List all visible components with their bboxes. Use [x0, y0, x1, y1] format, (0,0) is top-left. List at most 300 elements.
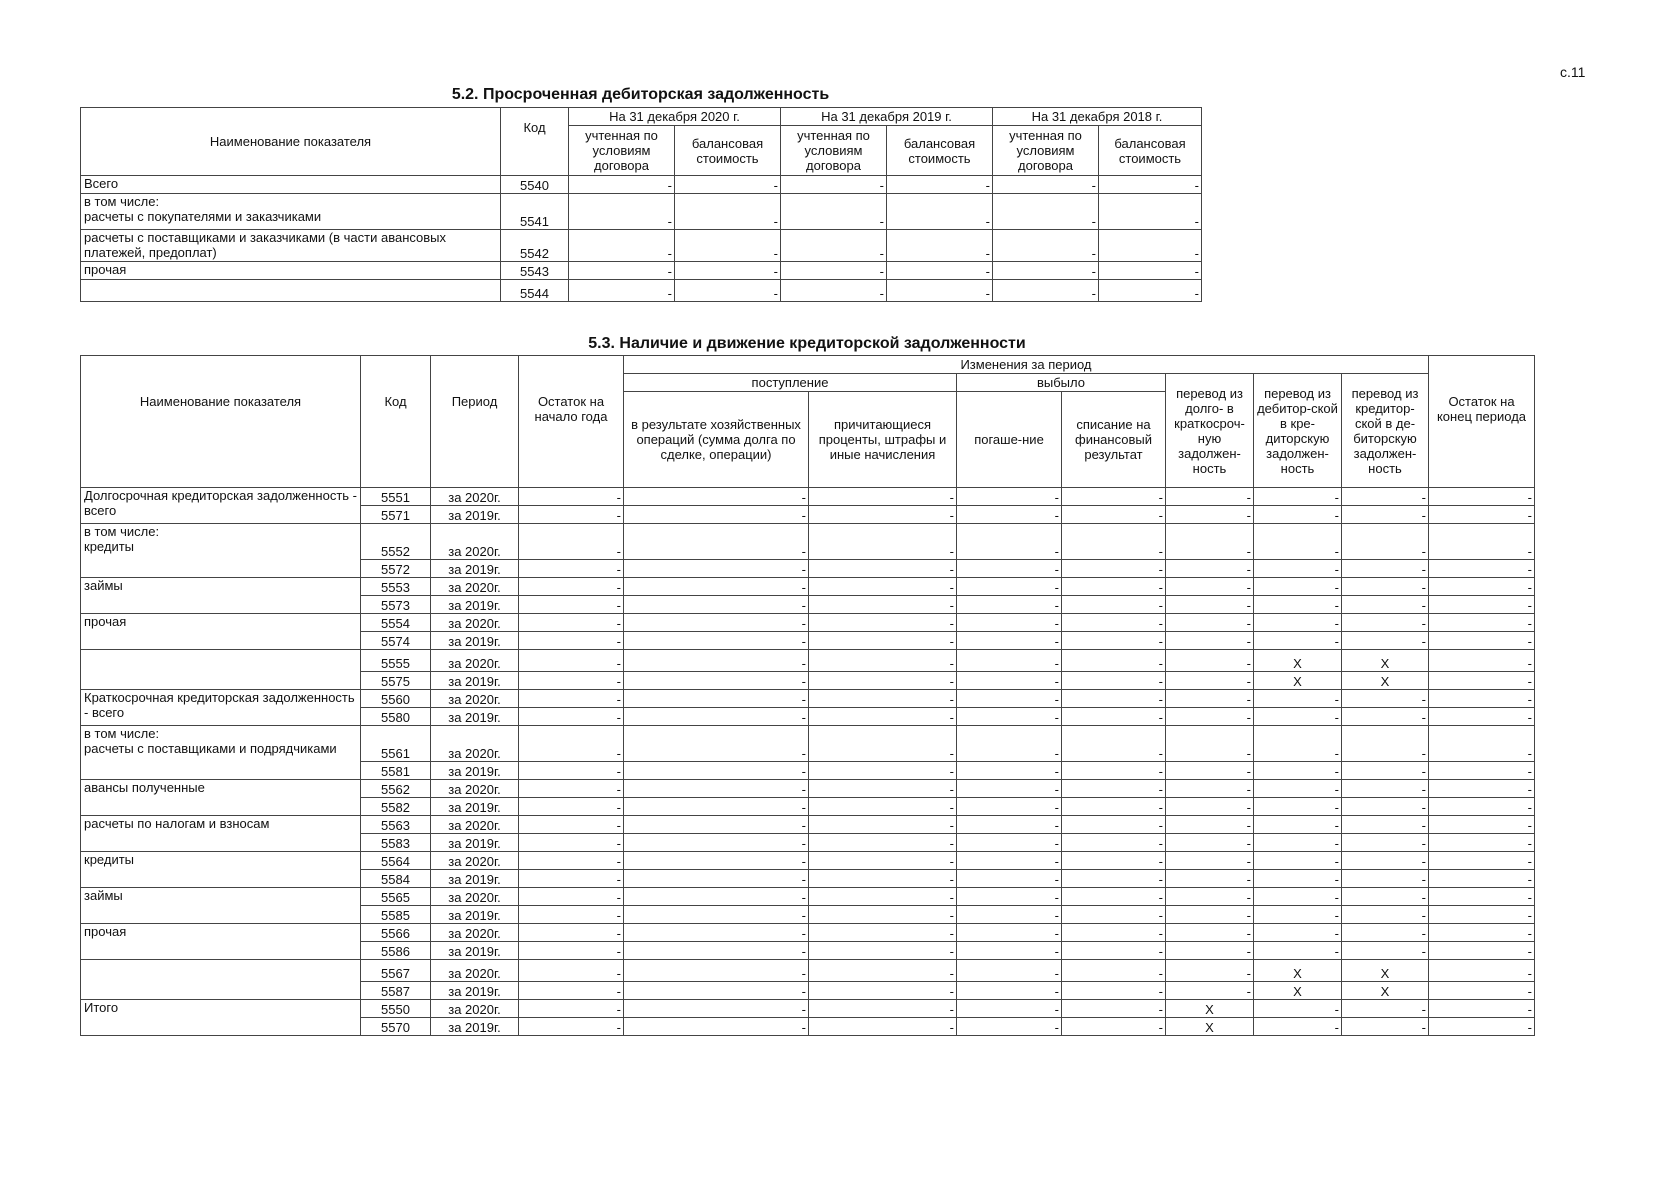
row-code: 5562	[361, 780, 431, 798]
value-cell: -	[1342, 506, 1429, 524]
row-code: 5552	[361, 524, 431, 560]
header-transfer-deb-cred: перевод из дебитор-ской в кре-диторскую задолжен-ность	[1254, 374, 1342, 488]
value-cell: -	[624, 982, 809, 1000]
value-cell: -	[624, 888, 809, 906]
row-period: за 2020г.	[431, 524, 519, 560]
value-cell: -	[1342, 798, 1429, 816]
row-name: Краткосрочная кредиторская задолженность - всего	[81, 690, 361, 726]
row-period: за 2019г.	[431, 632, 519, 650]
value-cell: -	[809, 708, 957, 726]
value-cell: -	[1099, 230, 1202, 262]
row-code: 5564	[361, 852, 431, 870]
value-cell: -	[1429, 524, 1535, 560]
row-name	[81, 960, 361, 1000]
value-cell: -	[957, 650, 1062, 672]
value-cell: -	[809, 632, 957, 650]
value-cell: -	[1062, 798, 1166, 816]
value-cell: -	[1429, 632, 1535, 650]
value-cell: -	[675, 262, 781, 280]
table-row	[81, 726, 1535, 762]
value-cell: -	[957, 726, 1062, 762]
table-row	[81, 960, 1535, 982]
row-period: за 2019г.	[431, 762, 519, 780]
value-cell: -	[1254, 798, 1342, 816]
value-cell: -	[569, 230, 675, 262]
row-period: за 2019г.	[431, 870, 519, 888]
value-cell: -	[1429, 614, 1535, 632]
table-row	[81, 262, 1202, 280]
value-cell: -	[1342, 578, 1429, 596]
value-cell: -	[624, 870, 809, 888]
value-cell: -	[957, 816, 1062, 834]
row-code: 5540	[501, 176, 569, 194]
value-cell: -	[519, 1000, 624, 1018]
value-cell: -	[1166, 870, 1254, 888]
table-row	[81, 614, 1535, 632]
row-name: расчеты с поставщиками и заказчиками (в части авансовых платежей, предоплат)	[81, 230, 501, 262]
value-cell: -	[1062, 488, 1166, 506]
row-code: 5553	[361, 578, 431, 596]
value-cell: -	[809, 560, 957, 578]
row-code: 5555	[361, 650, 431, 672]
not-applicable-mark: X	[1342, 672, 1429, 690]
value-cell: -	[1429, 726, 1535, 762]
value-cell: -	[887, 194, 993, 230]
row-period: за 2020г.	[431, 1000, 519, 1018]
value-cell: -	[624, 1018, 809, 1036]
value-cell: -	[1166, 708, 1254, 726]
value-cell: -	[1166, 888, 1254, 906]
row-period: за 2019г.	[431, 942, 519, 960]
row-period: за 2019г.	[431, 596, 519, 614]
header-writeoff: списание на финансовый результат	[1062, 392, 1166, 488]
header-date-2019: На 31 декабря 2019 г.	[781, 108, 993, 126]
row-name: в том числе: расчеты с поставщиками и подрядчиками	[81, 726, 361, 780]
value-cell: -	[1166, 726, 1254, 762]
value-cell: -	[809, 524, 957, 560]
value-cell: -	[519, 650, 624, 672]
row-period: за 2020г.	[431, 690, 519, 708]
row-name	[81, 650, 361, 690]
value-cell: -	[1429, 888, 1535, 906]
value-cell: -	[624, 762, 809, 780]
value-cell: -	[519, 524, 624, 560]
value-cell: -	[675, 176, 781, 194]
page-number: с.11	[1560, 64, 1586, 80]
value-cell: -	[1342, 942, 1429, 960]
value-cell: -	[887, 176, 993, 194]
row-code: 5580	[361, 708, 431, 726]
value-cell: -	[957, 578, 1062, 596]
section-52-title: 5.2. Просроченная дебиторская задолженность	[451, 86, 830, 103]
row-period: за 2019г.	[431, 672, 519, 690]
header-transfer-cred-deb: перевод из кредитор-ской в де-биторскую задолжен-ность	[1342, 374, 1429, 488]
value-cell: -	[624, 524, 809, 560]
value-cell: -	[519, 1018, 624, 1036]
not-applicable-mark: X	[1254, 672, 1342, 690]
value-cell: -	[1062, 1000, 1166, 1018]
header-balance-2020: балансовая стоимость	[675, 126, 781, 176]
row-code: 5575	[361, 672, 431, 690]
value-cell: -	[781, 230, 887, 262]
value-cell: -	[1342, 780, 1429, 798]
value-cell: -	[1254, 560, 1342, 578]
value-cell: -	[957, 708, 1062, 726]
value-cell: -	[1429, 762, 1535, 780]
value-cell: -	[1166, 960, 1254, 982]
row-code: 5587	[361, 982, 431, 1000]
value-cell: -	[1254, 1018, 1342, 1036]
row-period: за 2019г.	[431, 560, 519, 578]
value-cell: -	[1254, 614, 1342, 632]
value-cell: -	[809, 578, 957, 596]
value-cell: -	[1062, 650, 1166, 672]
value-cell: -	[809, 726, 957, 762]
value-cell: -	[1166, 578, 1254, 596]
row-code: 5585	[361, 906, 431, 924]
value-cell: -	[624, 506, 809, 524]
value-cell: -	[1342, 488, 1429, 506]
value-cell: -	[957, 560, 1062, 578]
value-cell: -	[1254, 852, 1342, 870]
row-period: за 2020г.	[431, 960, 519, 982]
value-cell: -	[1342, 888, 1429, 906]
value-cell: -	[519, 578, 624, 596]
row-period: за 2020г.	[431, 816, 519, 834]
value-cell: -	[1099, 262, 1202, 280]
value-cell: -	[1166, 672, 1254, 690]
not-applicable-mark: X	[1166, 1018, 1254, 1036]
value-cell: -	[1342, 632, 1429, 650]
row-period: за 2020г.	[431, 726, 519, 762]
value-cell: -	[957, 924, 1062, 942]
value-cell: -	[1062, 596, 1166, 614]
value-cell: -	[1429, 690, 1535, 708]
value-cell: -	[809, 672, 957, 690]
value-cell: -	[1342, 924, 1429, 942]
value-cell: -	[519, 834, 624, 852]
value-cell: -	[1166, 852, 1254, 870]
value-cell: -	[957, 1018, 1062, 1036]
value-cell: -	[1254, 524, 1342, 560]
value-cell: -	[957, 672, 1062, 690]
row-name: авансы полученные	[81, 780, 361, 816]
value-cell: -	[1254, 780, 1342, 798]
value-cell: -	[1062, 614, 1166, 632]
value-cell: -	[1062, 888, 1166, 906]
value-cell: -	[1166, 560, 1254, 578]
value-cell: -	[1166, 506, 1254, 524]
value-cell: -	[519, 560, 624, 578]
value-cell: -	[519, 816, 624, 834]
value-cell: -	[519, 924, 624, 942]
not-applicable-mark: X	[1254, 960, 1342, 982]
header-start-balance: Остаток на начало года	[519, 356, 624, 488]
value-cell: -	[624, 1000, 809, 1018]
value-cell: -	[1062, 726, 1166, 762]
table-row	[81, 690, 1535, 708]
value-cell: -	[1166, 524, 1254, 560]
row-code: 5584	[361, 870, 431, 888]
row-code: 5570	[361, 1018, 431, 1036]
value-cell: -	[519, 632, 624, 650]
value-cell: -	[809, 816, 957, 834]
value-cell: -	[1062, 834, 1166, 852]
value-cell: -	[1342, 560, 1429, 578]
row-name: прочая	[81, 924, 361, 960]
value-cell: -	[675, 280, 781, 302]
value-cell: -	[957, 614, 1062, 632]
header-balance-2018: балансовая стоимость	[1099, 126, 1202, 176]
row-period: за 2019г.	[431, 708, 519, 726]
value-cell: -	[624, 726, 809, 762]
not-applicable-mark: X	[1166, 1000, 1254, 1018]
value-cell: -	[1342, 834, 1429, 852]
row-period: за 2019г.	[431, 798, 519, 816]
row-name: займы	[81, 888, 361, 924]
row-code: 5554	[361, 614, 431, 632]
row-name: в том числе: расчеты с покупателями и заказчиками	[81, 194, 501, 230]
row-code: 5561	[361, 726, 431, 762]
row-period: за 2020г.	[431, 650, 519, 672]
value-cell: -	[1062, 982, 1166, 1000]
row-name: в том числе: кредиты	[81, 524, 361, 578]
value-cell: -	[1429, 816, 1535, 834]
row-code: 5560	[361, 690, 431, 708]
value-cell: -	[1062, 870, 1166, 888]
table-row	[81, 194, 1202, 230]
row-code: 5542	[501, 230, 569, 262]
value-cell: -	[1342, 906, 1429, 924]
row-code: 5565	[361, 888, 431, 906]
value-cell: -	[1254, 834, 1342, 852]
value-cell: -	[957, 982, 1062, 1000]
table-row	[81, 176, 1202, 194]
value-cell: -	[1166, 942, 1254, 960]
table-row	[81, 1000, 1535, 1018]
value-cell: -	[809, 924, 957, 942]
value-cell: -	[993, 194, 1099, 230]
value-cell: -	[1166, 690, 1254, 708]
value-cell: -	[1254, 506, 1342, 524]
value-cell: -	[1166, 924, 1254, 942]
value-cell: -	[809, 834, 957, 852]
value-cell: -	[1062, 906, 1166, 924]
value-cell: -	[519, 690, 624, 708]
row-code: 5566	[361, 924, 431, 942]
value-cell: -	[1062, 690, 1166, 708]
payables-body	[81, 488, 1535, 1036]
value-cell: -	[809, 870, 957, 888]
value-cell: -	[1254, 762, 1342, 780]
value-cell: -	[569, 176, 675, 194]
row-name: расчеты по налогам и взносам	[81, 816, 361, 852]
header-transfer-long-short: перевод из долго- в краткосроч-ную задолжен-ность	[1166, 374, 1254, 488]
value-cell: -	[1166, 632, 1254, 650]
value-cell: -	[809, 852, 957, 870]
value-cell: -	[1099, 280, 1202, 302]
value-cell: -	[519, 726, 624, 762]
value-cell: -	[993, 176, 1099, 194]
value-cell: -	[624, 650, 809, 672]
value-cell: -	[624, 488, 809, 506]
row-name: прочая	[81, 262, 501, 280]
value-cell: -	[1166, 816, 1254, 834]
value-cell: -	[519, 888, 624, 906]
row-code: 5583	[361, 834, 431, 852]
value-cell: -	[624, 614, 809, 632]
table-row	[81, 816, 1535, 834]
value-cell: -	[1429, 798, 1535, 816]
value-cell: -	[1166, 614, 1254, 632]
value-cell: -	[1429, 852, 1535, 870]
row-name: Долгосрочная кредиторская задолженность - всего	[81, 488, 361, 524]
value-cell: -	[957, 596, 1062, 614]
value-cell: -	[1166, 650, 1254, 672]
row-period: за 2020г.	[431, 488, 519, 506]
value-cell: -	[1254, 690, 1342, 708]
value-cell: -	[1062, 524, 1166, 560]
value-cell: -	[887, 280, 993, 302]
value-cell: -	[1254, 942, 1342, 960]
value-cell: -	[809, 906, 957, 924]
table-row	[81, 780, 1535, 798]
header-repayment: погаше-ние	[957, 392, 1062, 488]
value-cell: -	[1429, 506, 1535, 524]
value-cell: -	[1342, 524, 1429, 560]
value-cell: -	[1342, 614, 1429, 632]
value-cell: -	[624, 816, 809, 834]
not-applicable-mark: X	[1342, 650, 1429, 672]
value-cell: -	[1254, 708, 1342, 726]
header-inflow-business: в результате хозяйственных операций (сумма долга по сделке, операции)	[624, 392, 809, 488]
value-cell: -	[957, 906, 1062, 924]
row-period: за 2020г.	[431, 780, 519, 798]
value-cell: -	[1254, 1000, 1342, 1018]
value-cell: -	[1429, 578, 1535, 596]
row-name: Итого	[81, 1000, 361, 1036]
value-cell: -	[1166, 906, 1254, 924]
value-cell: -	[519, 762, 624, 780]
header-date-2018: На 31 декабря 2018 г.	[993, 108, 1202, 126]
value-cell: -	[1429, 1018, 1535, 1036]
value-cell: -	[519, 506, 624, 524]
value-cell: -	[675, 194, 781, 230]
value-cell: -	[1342, 762, 1429, 780]
value-cell: -	[809, 1000, 957, 1018]
value-cell: -	[1429, 708, 1535, 726]
value-cell: -	[624, 834, 809, 852]
value-cell: -	[1062, 942, 1166, 960]
value-cell: -	[624, 906, 809, 924]
value-cell: -	[957, 488, 1062, 506]
table-row	[81, 280, 1202, 302]
value-cell: -	[1429, 942, 1535, 960]
row-name: Всего	[81, 176, 501, 194]
value-cell: -	[1342, 690, 1429, 708]
value-cell: -	[1342, 852, 1429, 870]
value-cell: -	[1342, 596, 1429, 614]
header-name: Наименование показателя	[81, 108, 501, 176]
row-name: кредиты	[81, 852, 361, 888]
value-cell: -	[993, 230, 1099, 262]
value-cell: -	[1166, 798, 1254, 816]
value-cell: -	[809, 690, 957, 708]
header-code: Код	[361, 356, 431, 488]
row-code: 5550	[361, 1000, 431, 1018]
value-cell: -	[624, 632, 809, 650]
value-cell: -	[1166, 780, 1254, 798]
value-cell: -	[624, 942, 809, 960]
value-cell: -	[1429, 672, 1535, 690]
value-cell: -	[519, 960, 624, 982]
row-name: прочая	[81, 614, 361, 650]
value-cell: -	[519, 906, 624, 924]
overdue-receivables-table	[80, 107, 1202, 302]
header-inflow-interest: причитающиеся проценты, штрафы и иные начисления	[809, 392, 957, 488]
value-cell: -	[1166, 834, 1254, 852]
row-code: 5586	[361, 942, 431, 960]
value-cell: -	[957, 870, 1062, 888]
value-cell: -	[1062, 578, 1166, 596]
value-cell: -	[957, 960, 1062, 982]
value-cell: -	[1254, 870, 1342, 888]
table-row	[81, 524, 1535, 560]
row-code: 5571	[361, 506, 431, 524]
value-cell: -	[809, 762, 957, 780]
value-cell: -	[993, 262, 1099, 280]
value-cell: -	[957, 888, 1062, 906]
value-cell: -	[1062, 816, 1166, 834]
value-cell: -	[1429, 488, 1535, 506]
value-cell: -	[957, 834, 1062, 852]
value-cell: -	[1254, 488, 1342, 506]
row-name	[81, 280, 501, 302]
value-cell: -	[1429, 596, 1535, 614]
table-row	[81, 650, 1535, 672]
value-cell: -	[1342, 708, 1429, 726]
row-code: 5541	[501, 194, 569, 230]
value-cell: -	[1342, 816, 1429, 834]
value-cell: -	[957, 852, 1062, 870]
value-cell: -	[809, 780, 957, 798]
value-cell: -	[1429, 906, 1535, 924]
value-cell: -	[1062, 672, 1166, 690]
header-outflow: выбыло	[957, 374, 1166, 392]
value-cell: -	[519, 942, 624, 960]
value-cell: -	[624, 960, 809, 982]
payables-table	[80, 355, 1535, 1036]
value-cell: -	[1429, 870, 1535, 888]
value-cell: -	[887, 262, 993, 280]
row-period: за 2020г.	[431, 578, 519, 596]
not-applicable-mark: X	[1342, 982, 1429, 1000]
value-cell: -	[624, 578, 809, 596]
value-cell: -	[675, 230, 781, 262]
row-code: 5544	[501, 280, 569, 302]
value-cell: -	[624, 780, 809, 798]
value-cell: -	[957, 798, 1062, 816]
value-cell: -	[957, 506, 1062, 524]
value-cell: -	[519, 596, 624, 614]
value-cell: -	[1342, 726, 1429, 762]
row-code: 5567	[361, 960, 431, 982]
row-period: за 2020г.	[431, 614, 519, 632]
value-cell: -	[519, 672, 624, 690]
header-contract-2020: учтенная по условиям договора	[569, 126, 675, 176]
row-period: за 2019г.	[431, 506, 519, 524]
header-contract-2019: учтенная по условиям договора	[781, 126, 887, 176]
